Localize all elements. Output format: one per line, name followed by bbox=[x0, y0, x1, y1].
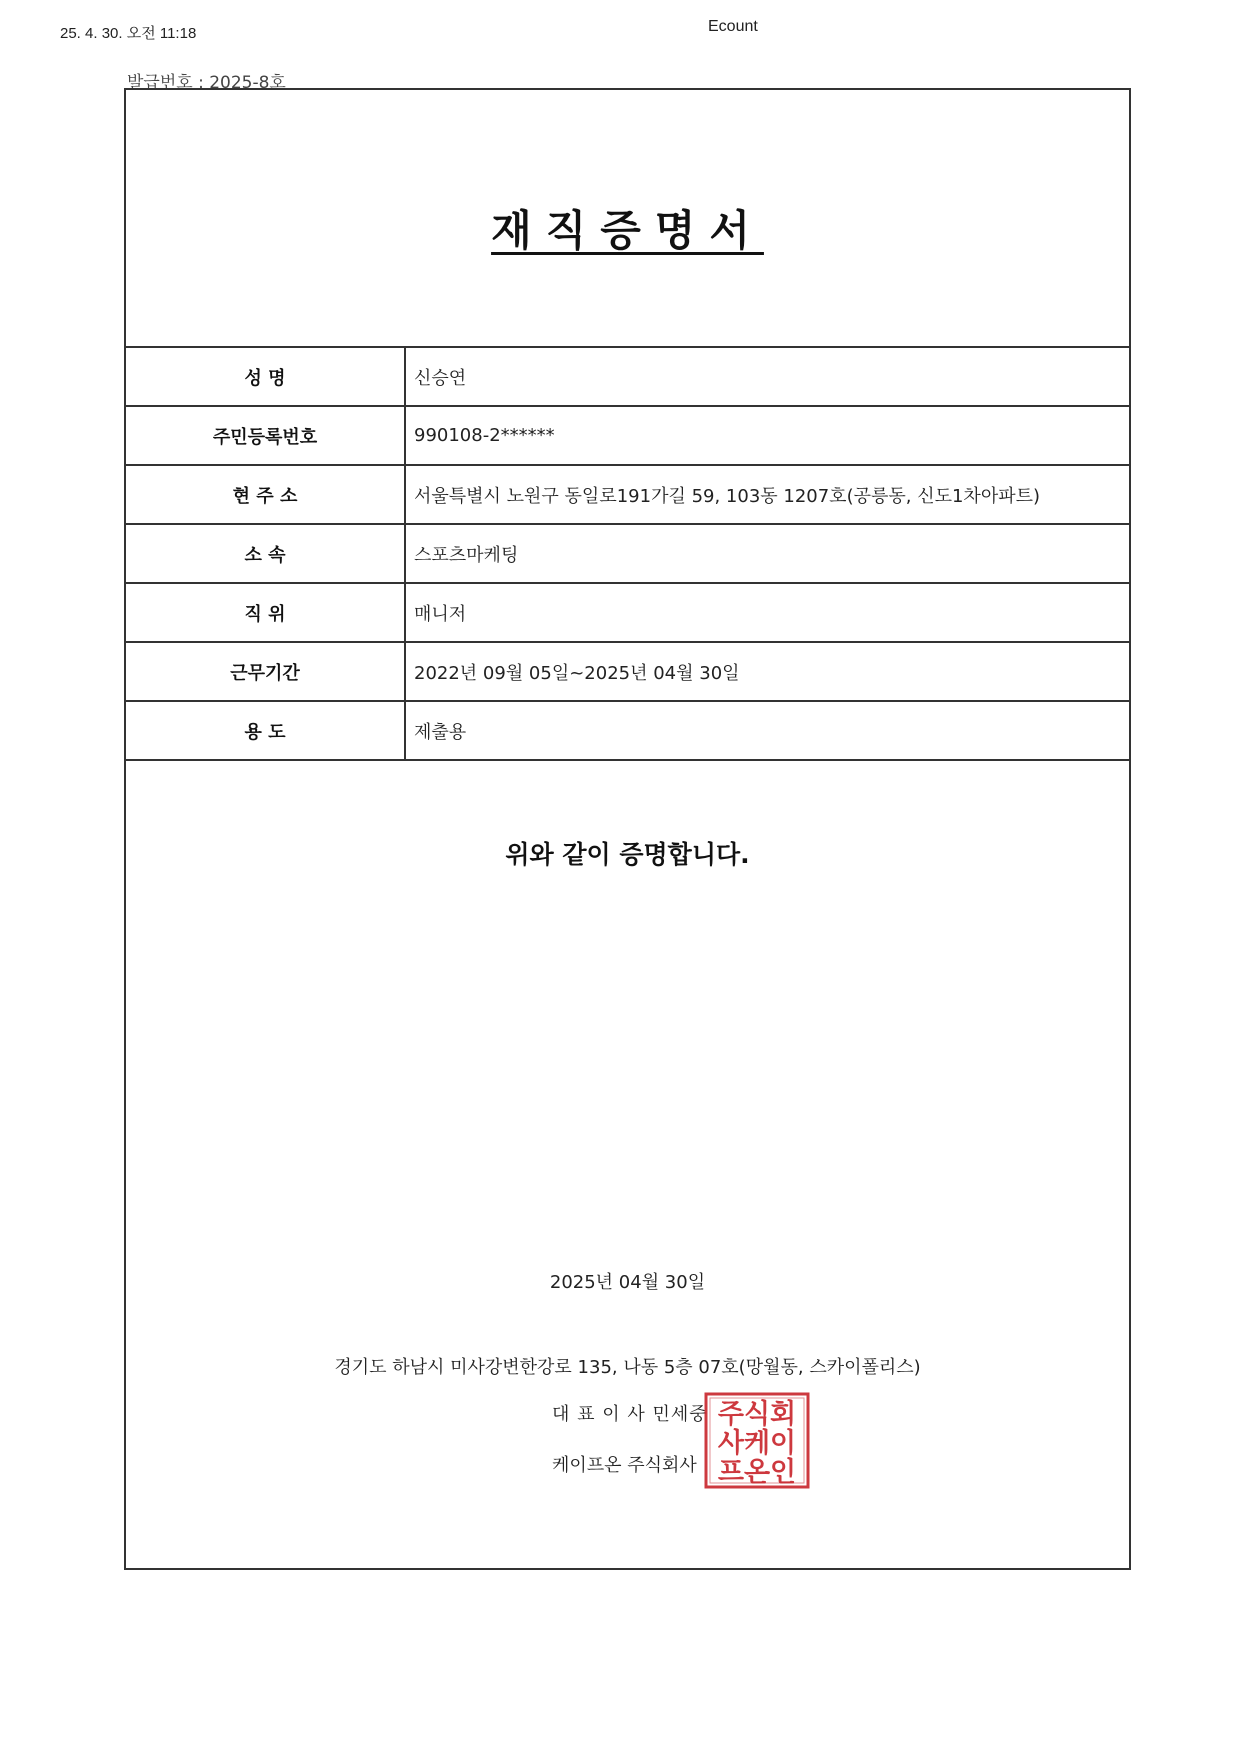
value-address: 서울특별시 노원구 동일로191가길 59, 103동 1207호(공릉동, 신도1차아파트) bbox=[405, 465, 1130, 524]
label-employment-period: 근무기간 bbox=[125, 642, 405, 701]
row-purpose bbox=[125, 701, 1130, 760]
row-resident-number bbox=[125, 406, 1130, 465]
svg-text:주식회: 주식회 bbox=[717, 1399, 797, 1430]
label-department: 소 속 bbox=[125, 524, 405, 583]
label-resident-number: 주민등록번호 bbox=[125, 406, 405, 465]
label-position: 직 위 bbox=[125, 583, 405, 642]
label-purpose: 용 도 bbox=[125, 701, 405, 760]
certify-statement: 위와 같이 증명합니다. bbox=[505, 840, 750, 869]
row-position bbox=[125, 583, 1130, 642]
value-position: 매니저 bbox=[405, 583, 1130, 642]
certificate-frame bbox=[124, 88, 1131, 1570]
row-name bbox=[125, 347, 1130, 406]
print-datetime: 25. 4. 30. 오전 11:18 bbox=[60, 25, 197, 42]
value-name: 신승연 bbox=[405, 347, 1130, 406]
company-seal-stamp bbox=[704, 1392, 810, 1489]
company-name: 케이프온 주식회사 bbox=[552, 1455, 697, 1476]
company-address: 경기도 하남시 미사강변한강로 135, 나동 5층 07호(망월동, 스카이폴리스) bbox=[334, 1357, 921, 1378]
value-purpose: 제출용 bbox=[405, 701, 1130, 760]
value-department: 스포츠마케팅 bbox=[405, 524, 1130, 583]
info-table bbox=[124, 346, 1131, 761]
document-title: 재직증명서 bbox=[491, 206, 764, 255]
label-name: 성 명 bbox=[125, 347, 405, 406]
value-resident-number: 990108-2****** bbox=[405, 406, 1130, 465]
svg-text:프온인: 프온인 bbox=[717, 1457, 797, 1488]
print-source: Ecount bbox=[708, 18, 758, 35]
svg-text:사케이: 사케이 bbox=[717, 1428, 797, 1459]
row-department bbox=[125, 524, 1130, 583]
representative-name: 대 표 이 사 민세중 bbox=[552, 1404, 708, 1425]
label-address: 현 주 소 bbox=[125, 465, 405, 524]
row-address bbox=[125, 465, 1130, 524]
value-employment-period: 2022년 09월 05일~2025년 04월 30일 bbox=[405, 642, 1130, 701]
issue-date: 2025년 04월 30일 bbox=[549, 1272, 706, 1293]
issue-number: 발급번호 : 2025-8호 bbox=[127, 73, 286, 93]
title-area bbox=[126, 90, 1129, 348]
row-employment-period bbox=[125, 642, 1130, 701]
